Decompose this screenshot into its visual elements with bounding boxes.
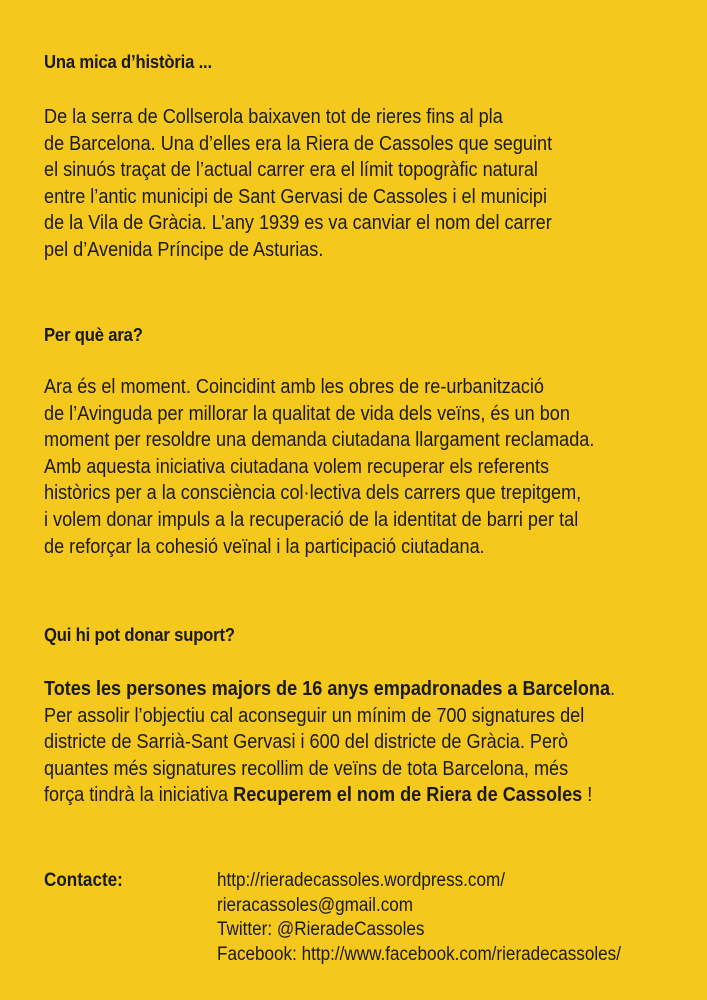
text-line: Amb aquesta iniciativa ciutadana volem recuperar els referents [44,455,550,478]
text-line: de la Vila de Gràcia. L’any 1939 es va canviar el nom del carrer [44,212,552,235]
who-can-support-heading: Qui hi pot donar suport? [44,624,235,645]
bold-statement: Totes les persones majors de 16 anys empadronades a Barcelona [44,678,611,700]
text-line: Ara és el moment. Coincidint amb les obres de re-urbanització [44,376,544,398]
text-line: de l’Avinguda per millorar la qualitat de vida dels veïns, és un bon [44,402,570,425]
text-line: de Barcelona. Una d’elles era la Riera de Cassoles que seguint [44,132,553,155]
text-line: i volem donar impuls a la recuperació de la identitat de barri per tal [44,508,579,531]
text-line: moment per resoldre una demanda ciutadana llargament reclamada. [44,429,595,452]
contact-label: Contacte: [44,870,123,891]
text-line: districte de Sarrià-Sant Gervasi i 600 del districte de Gràcia. Però [44,731,569,754]
text-line: De la serra de Collserola baixaven tot de rieres fins al pla [44,106,503,128]
text-line: quantes més signatures recollim de veïns de tota Barcelona, més [44,757,569,780]
contact-website[interactable]: http://rieradecassoles.wordpress.com/ [217,870,505,891]
initiative-name: Recuperem el nom de Riera de Cassoles [233,784,583,807]
line-end: ! [582,784,593,807]
contact-list [217,869,621,967]
contact-email[interactable]: rieracassoles@gmail.com [217,894,414,916]
why-now-paragraph [44,374,696,560]
text-line: Per assolir l’objectiu cal aconseguir un mínim de 700 signatures del [44,704,585,727]
sentence-end: . [610,678,616,700]
text-line: històrics per a la consciència col·lectiva dels carrers que trepitgem, [44,482,582,505]
text-line: de reforçar la cohesió veïnal i la participació ciutadana. [44,535,485,558]
text-line [44,782,696,809]
text-line: pel d’Avenida Príncipe de Asturias. [44,238,324,261]
text-line: el sinuós traçat de l’actual carrer era el límit topogràfic natural [44,159,538,182]
text-line [44,676,696,703]
contact-twitter[interactable]: Twitter: @RieradeCassoles [217,919,425,940]
why-now-heading: Per què ara? [44,324,143,345]
history-heading: Una mica d’història ... [44,51,212,72]
text-line: entre l’antic municipi de Sant Gervasi de Cassoles i el municipi [44,185,548,208]
line-start: força tindrà la iniciativa [44,784,234,807]
history-paragraph [44,104,696,264]
contact-facebook[interactable]: Facebook: http://www.facebook.com/rieradecassoles/ [217,943,621,965]
who-can-support-paragraph [44,676,696,809]
